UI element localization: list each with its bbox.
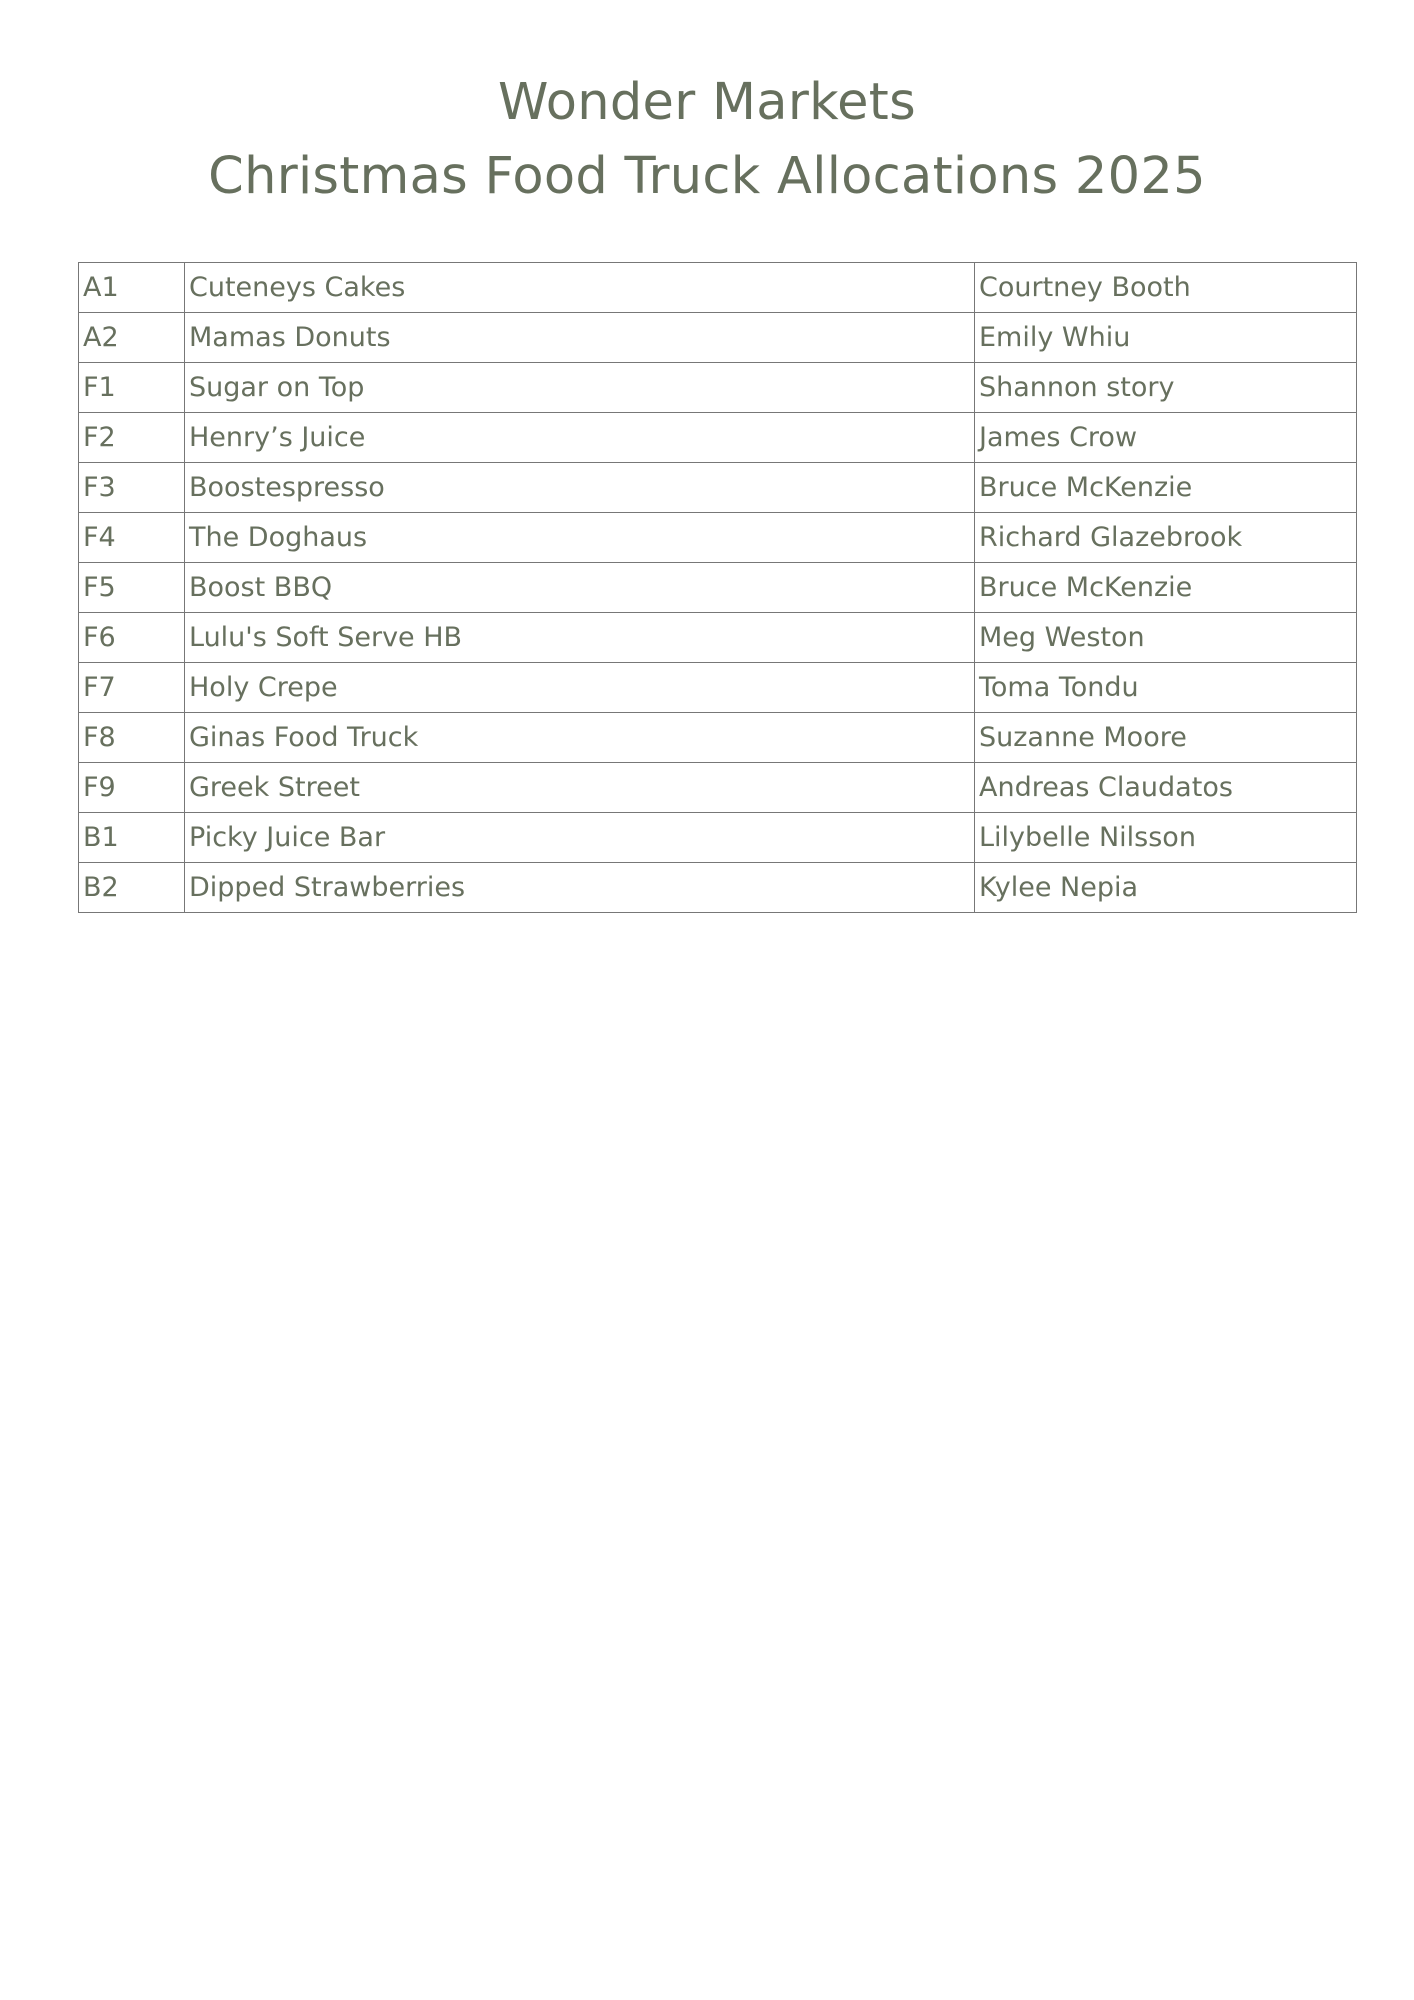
allocations-table bbox=[78, 262, 1357, 913]
owner-name: Courtney Booth bbox=[975, 263, 1357, 313]
stall-code: F7 bbox=[79, 663, 185, 713]
title-line-2: Christmas Food Truck Allocations 2025 bbox=[208, 147, 1206, 206]
title-line-1: Wonder Markets bbox=[498, 73, 916, 132]
business-name: Boost BBQ bbox=[185, 563, 975, 613]
owner-name: Richard Glazebrook bbox=[975, 513, 1357, 563]
stall-code: F9 bbox=[79, 763, 185, 813]
owner-name: Bruce McKenzie bbox=[975, 563, 1357, 613]
stall-code: F5 bbox=[79, 563, 185, 613]
stall-code: F3 bbox=[79, 463, 185, 513]
table-row bbox=[79, 463, 1357, 513]
table-row bbox=[79, 263, 1357, 313]
stall-code: F8 bbox=[79, 713, 185, 763]
table-row bbox=[79, 813, 1357, 863]
table-row bbox=[79, 363, 1357, 413]
table-row bbox=[79, 513, 1357, 563]
document-title bbox=[0, 66, 1414, 214]
table-row bbox=[79, 563, 1357, 613]
business-name: Ginas Food Truck bbox=[185, 713, 975, 763]
owner-name: Meg Weston bbox=[975, 613, 1357, 663]
table-row bbox=[79, 663, 1357, 713]
business-name: Greek Street bbox=[185, 763, 975, 813]
stall-code: B2 bbox=[79, 863, 185, 913]
business-name: Mamas Donuts bbox=[185, 313, 975, 363]
business-name: Picky Juice Bar bbox=[185, 813, 975, 863]
owner-name: Shannon story bbox=[975, 363, 1357, 413]
business-name: Henry’s Juice bbox=[185, 413, 975, 463]
stall-code: F2 bbox=[79, 413, 185, 463]
business-name: The Doghaus bbox=[185, 513, 975, 563]
owner-name: Bruce McKenzie bbox=[975, 463, 1357, 513]
table-row bbox=[79, 613, 1357, 663]
table-row bbox=[79, 763, 1357, 813]
business-name: Boostespresso bbox=[185, 463, 975, 513]
stall-code: F4 bbox=[79, 513, 185, 563]
business-name: Dipped Strawberries bbox=[185, 863, 975, 913]
owner-name: Kylee Nepia bbox=[975, 863, 1357, 913]
business-name: Holy Crepe bbox=[185, 663, 975, 713]
business-name: Sugar on Top bbox=[185, 363, 975, 413]
owner-name: Andreas Claudatos bbox=[975, 763, 1357, 813]
stall-code: F1 bbox=[79, 363, 185, 413]
business-name: Cuteneys Cakes bbox=[185, 263, 975, 313]
table-row bbox=[79, 713, 1357, 763]
stall-code: B1 bbox=[79, 813, 185, 863]
owner-name: James Crow bbox=[975, 413, 1357, 463]
owner-name: Suzanne Moore bbox=[975, 713, 1357, 763]
owner-name: Toma Tondu bbox=[975, 663, 1357, 713]
table-row bbox=[79, 413, 1357, 463]
stall-code: A1 bbox=[79, 263, 185, 313]
stall-code: F6 bbox=[79, 613, 185, 663]
table-row bbox=[79, 313, 1357, 363]
owner-name: Lilybelle Nilsson bbox=[975, 813, 1357, 863]
business-name: Lulu's Soft Serve HB bbox=[185, 613, 975, 663]
stall-code: A2 bbox=[79, 313, 185, 363]
owner-name: Emily Whiu bbox=[975, 313, 1357, 363]
table-row bbox=[79, 863, 1357, 913]
